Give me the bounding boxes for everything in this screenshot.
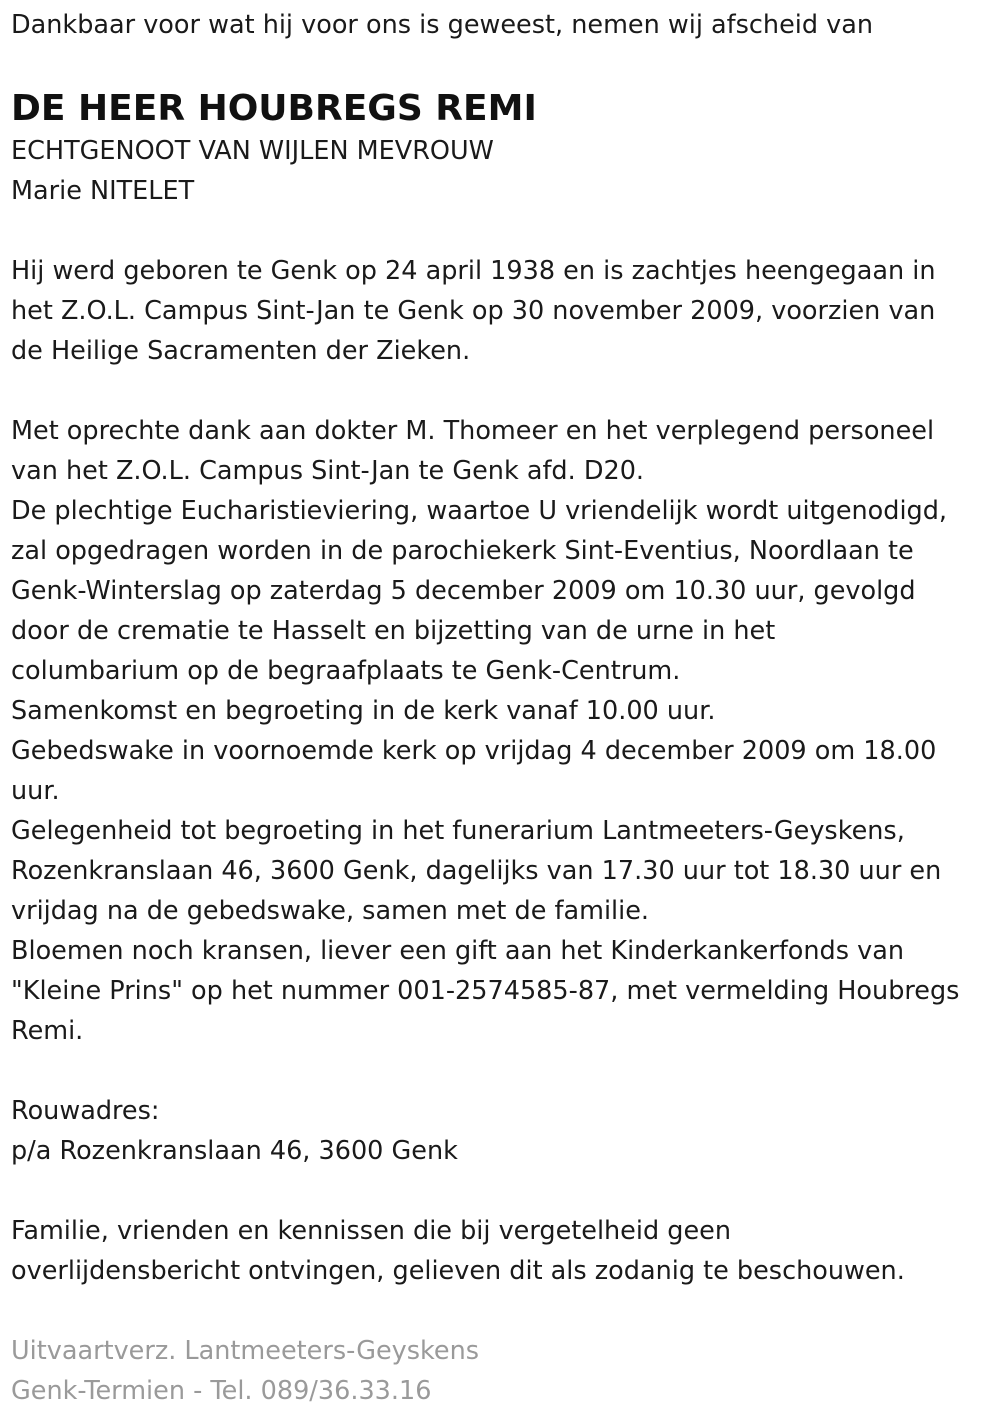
funeral-home-footer (11, 1331, 996, 1411)
paragraph-line: Rozenkranslaan 46, 3600 Genk, dagelijks van 17.30 uur tot 18.30 uur en (11, 856, 942, 886)
paragraph-line: overlijdensbericht ontvingen, gelieven dit als zodanig te beschouwen. (11, 1256, 905, 1286)
address-value: p/a Rozenkranslaan 46, 3600 Genk (11, 1136, 458, 1166)
paragraph-line: uur. (11, 776, 60, 806)
address-label: Rouwadres: (11, 1096, 160, 1126)
spouse-name: Marie NITELET (11, 176, 195, 206)
mourning-address (11, 1091, 996, 1171)
intro-text: Dankbaar voor wat hij voor ons is geweest, nemen wij afscheid van (11, 10, 874, 40)
ceremony-details-paragraph (11, 411, 996, 1051)
closing-paragraph (11, 1211, 996, 1291)
spacer (11, 371, 996, 411)
funeral-home-name: Uitvaartverz. Lantmeeters-Geyskens (11, 1336, 480, 1366)
paragraph-line: vrijdag na de gebedswake, samen met de familie. (11, 896, 649, 926)
obituary-notice (11, 0, 996, 1411)
paragraph-line: Met oprechte dank aan dokter M. Thomeer en het verplegend personeel (11, 416, 935, 446)
spouse-title: ECHTGENOOT VAN WIJLEN MEVROUW (11, 136, 494, 166)
paragraph-line: Bloemen noch kransen, liever een gift aan het Kinderkankerfonds van (11, 936, 905, 966)
paragraph-line: zal opgedragen worden in de parochiekerk Sint-Eventius, Noordlaan te (11, 536, 914, 566)
paragraph-line: Samenkomst en begroeting in de kerk vanaf 10.00 uur. (11, 696, 716, 726)
paragraph-line: columbarium op de begraafplaats te Genk-Centrum. (11, 656, 681, 686)
spacer (11, 1051, 996, 1091)
paragraph-line: Familie, vrienden en kennissen die bij vergetelheid geen (11, 1216, 731, 1246)
deceased-name: DE HEER HOUBREGS REMI (11, 88, 537, 129)
paragraph-line: Gelegenheid tot begroeting in het funerarium Lantmeeters-Geyskens, (11, 816, 905, 846)
paragraph-line: Remi. (11, 1016, 84, 1046)
paragraph-line: Hij werd geboren te Genk op 24 april 1938 en is zachtjes heengegaan in (11, 256, 936, 286)
paragraph-line: De plechtige Eucharistieviering, waartoe U vriendelijk wordt uitgenodigd, (11, 496, 948, 526)
paragraph-line: Genk-Winterslag op zaterdag 5 december 2009 om 10.30 uur, gevolgd (11, 576, 916, 606)
spacer (11, 1171, 996, 1211)
birth-death-paragraph (11, 251, 996, 371)
spacer (11, 1291, 996, 1331)
paragraph-line: "Kleine Prins" op het nummer 001-2574585-87, met vermelding Houbregs (11, 976, 960, 1006)
funeral-home-contact: Genk-Termien - Tel. 089/36.33.16 (11, 1376, 432, 1406)
paragraph-line: de Heilige Sacramenten der Zieken. (11, 336, 471, 366)
paragraph-line: Gebedswake in voornoemde kerk op vrijdag 4 december 2009 om 18.00 (11, 736, 937, 766)
spacer (11, 211, 996, 251)
paragraph-line: van het Z.O.L. Campus Sint-Jan te Genk afd. D20. (11, 456, 645, 486)
paragraph-line: door de crematie te Hasselt en bijzetting van de urne in het (11, 616, 776, 646)
paragraph-line: het Z.O.L. Campus Sint-Jan te Genk op 30 november 2009, voorzien van (11, 296, 936, 326)
